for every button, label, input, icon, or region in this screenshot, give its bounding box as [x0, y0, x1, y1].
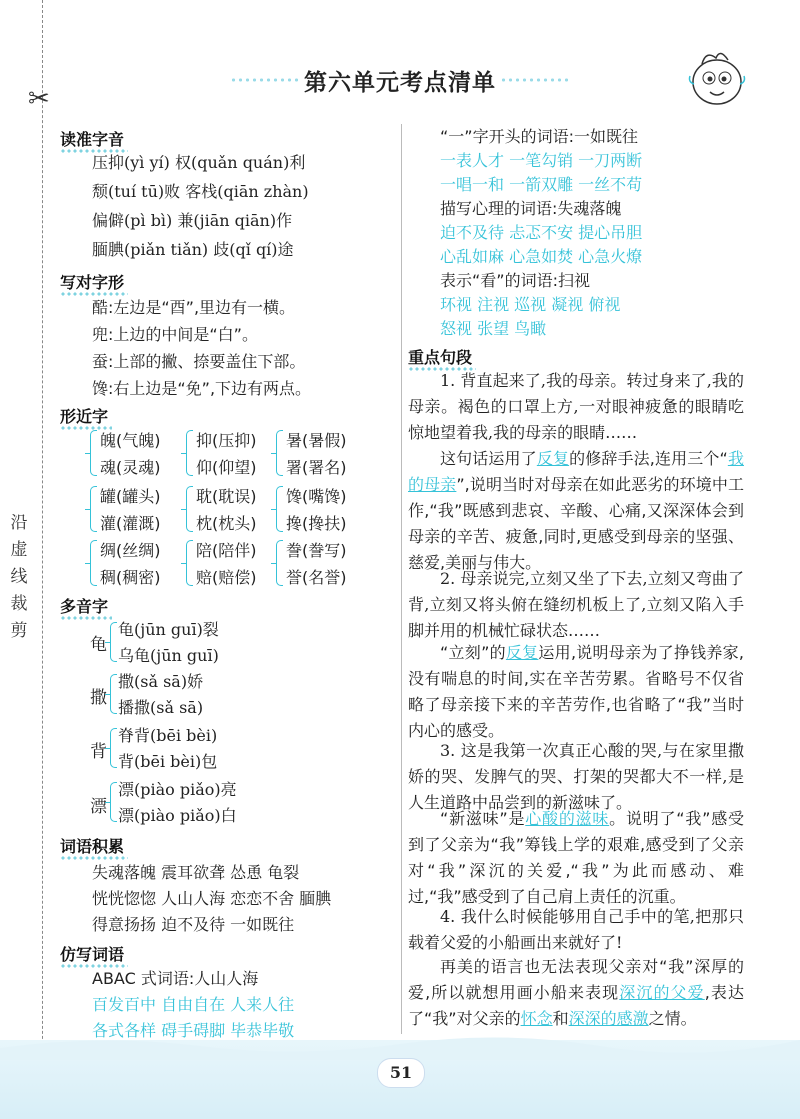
section-read: 读准字音	[60, 127, 124, 150]
imitate-answer: 各式各样 碍手碍脚 毕恭毕敬	[92, 1021, 295, 1040]
polyphone-item: 脊背(bēi bèi)	[118, 726, 218, 745]
write-line: 兜:上边的中间是“白”。	[92, 325, 258, 344]
polyphone-item: 漂(piào piǎo)白	[118, 806, 237, 825]
highlight: 心酸的滋味	[525, 809, 610, 828]
key-quote: 1. 背直起来了,我的母亲。转过身来了,我的母亲。褐色的口罩上方,一对眼神疲惫的眼睛吃惊地望着我,我的母亲的眼睛……	[408, 371, 744, 442]
vocab-answer: 怒视 张望 鸟瞰	[440, 319, 547, 338]
cut-line	[42, 0, 43, 1119]
key-analysis	[408, 954, 744, 1032]
analysis-text: 这句话运用了	[440, 449, 537, 468]
analysis-text: “立刻”的	[440, 643, 506, 662]
similar-word: 馋(嘴馋)	[286, 487, 347, 506]
imitate-answer: 百发百中 自由自在 人来人往	[92, 995, 295, 1014]
highlight: 深沉的父爱	[619, 983, 705, 1002]
section-polyphone: 多音字	[60, 594, 108, 617]
brace	[110, 674, 117, 714]
key-analysis	[408, 446, 744, 576]
vocab-answer: 一唱一和 一箭双雕 一丝不苟	[440, 175, 643, 194]
analysis-text: 。说明了“我”感受到了父亲为“我”筹钱上学的艰难,感受到了父亲对“我”深沉的关爱,“我”为此而感动、难过,“我”感受到了自己肩上责任的沉重。	[408, 809, 744, 906]
highlight: 反复	[536, 449, 570, 468]
key-quote: 2. 母亲说完,立刻又坐了下去,立刻又弯曲了背,立刻又将头俯在缝纫机板上了,立刻又陷入手脚并用的机械忙碌状态……	[408, 569, 744, 640]
similar-word: 誊(誊写)	[286, 541, 347, 560]
key-quote: 4. 我什么时候能够用自己手中的笔,把那只载着父爱的小船画出来就好了!	[408, 907, 744, 952]
similar-word: 暑(暑假)	[286, 431, 347, 450]
section-write: 写对字形	[60, 270, 124, 293]
highlight: 怀念	[520, 1009, 553, 1028]
scissors-icon: ✂	[28, 84, 50, 114]
read-line: 颓(tuí tū)败 客栈(qiān zhàn)	[92, 182, 309, 201]
column-divider	[401, 124, 402, 1034]
vocab-label-yi: “一”字开头的词语:一如既往	[440, 127, 638, 146]
similar-word: 魂(灵魂)	[100, 458, 161, 477]
brace	[186, 430, 193, 476]
brace	[276, 430, 283, 476]
page-title: 第六单元考点清单	[304, 69, 496, 96]
vocab-answer: 心乱如麻 心急如焚 心急火燎	[440, 247, 643, 266]
polyphone-item: 背(bēi bèi)包	[118, 752, 218, 771]
vocab-line: 得意扬扬 迫不及待 一如既往	[92, 915, 295, 934]
similar-word: 绸(丝绸)	[100, 541, 161, 560]
analysis-text: ”,说明当时对母亲在如此恶劣的环境中工作,“我”既感到悲哀、辛酸、心痛,又深深体会到母亲的辛苦、疲惫,同时,更感受到母亲的坚强、慈爱,美丽与伟大。	[408, 475, 744, 572]
analysis-text: 的修辞手法,连用三个“	[569, 449, 728, 468]
highlight: 我的母亲	[408, 449, 744, 494]
write-line: 酷:左边是“酉”,里边有一横。	[92, 298, 296, 317]
polyphone-item: 龟(jūn guī)裂	[118, 620, 219, 639]
similar-word: 陪(陪伴)	[196, 541, 257, 560]
cut-instruction: 沿虚线裁剪	[10, 513, 28, 641]
similar-word: 仰(仰望)	[196, 458, 257, 477]
similar-word: 抑(压抑)	[196, 431, 257, 450]
vocab-label-look: 表示“看”的词语:扫视	[440, 271, 590, 290]
vocab-label-mind: 描写心理的词语:失魂落魄	[440, 199, 622, 218]
analysis-text: 运用,说明母亲为了挣钱养家,没有喘息的时间,实在辛苦劳累。省略号不仅省略了母亲接下来的辛苦劳作,也省略了“我”当时内心的感受。	[408, 643, 744, 740]
similar-word: 罐(罐头)	[100, 487, 161, 506]
brace	[90, 430, 97, 476]
analysis-text: ,表达了“我”对父亲的	[408, 983, 744, 1028]
brace	[186, 486, 193, 532]
similar-word: 枕(枕头)	[196, 514, 257, 533]
mascot-icon	[682, 42, 752, 112]
brace	[90, 486, 97, 532]
brace	[110, 782, 117, 822]
vocab-answer: 环视 注视 巡视 凝视 俯视	[440, 295, 621, 314]
brace	[276, 486, 283, 532]
polyphone-char: 背	[90, 742, 107, 762]
highlight: 反复	[505, 643, 539, 662]
analysis-text: “新滋味”是	[440, 809, 526, 828]
polyphone-char: 撒	[90, 688, 107, 708]
polyphone-item: 漂(piào piǎo)亮	[118, 780, 237, 799]
read-line: 偏僻(pì bì) 兼(jiān qiān)作	[92, 211, 293, 230]
analysis-text: 再美的语言也无法表现父亲对“我”深厚的爱,所以就想用画小船来表现	[408, 957, 744, 1002]
section-similar: 形近字	[60, 404, 108, 427]
polyphone-item: 播撒(sǎ sā)	[118, 698, 204, 717]
key-quote: 3. 这是我第一次真正心酸的哭,与在家里撒娇的哭、发脾气的哭、打架的哭都大不一样,是人生道路中品尝到的新滋味了。	[408, 741, 744, 812]
similar-word: 耽(耽误)	[196, 487, 257, 506]
write-line: 馋:右上边是“免”,下边有两点。	[92, 379, 312, 398]
vocab-answer: 迫不及待 忐忑不安 提心吊胆	[440, 223, 643, 242]
vocab-line: 失魂落魄 震耳欲聋 怂恿 龟裂	[92, 863, 300, 882]
similar-word: 灌(灌溉)	[100, 514, 161, 533]
imitate-label: ABAC 式词语:人山人海	[92, 969, 259, 988]
section-vocab: 词语积累	[60, 834, 124, 857]
title-area	[230, 64, 570, 94]
page-number: 51	[377, 1058, 425, 1088]
similar-word: 稠(稠密)	[100, 568, 161, 587]
similar-word: 魄(气魄)	[100, 431, 161, 450]
polyphone-char: 漂	[90, 797, 107, 817]
polyphone-item: 撒(sǎ sā)娇	[118, 672, 204, 691]
read-line: 压抑(yì yí) 权(quǎn quán)利	[92, 153, 306, 172]
brace	[110, 728, 117, 768]
similar-word: 署(署名)	[286, 458, 347, 477]
highlight: 深深的感激	[568, 1009, 649, 1028]
vocab-answer: 一表人才 一笔勾销 一刀两断	[440, 151, 643, 170]
section-imitate: 仿写词语	[60, 942, 124, 965]
brace	[276, 540, 283, 586]
brace	[186, 540, 193, 586]
read-line: 腼腆(piǎn tiǎn) 歧(qǐ qí)途	[92, 240, 294, 259]
key-analysis	[408, 640, 744, 744]
vocab-line: 恍恍惚惚 人山人海 恋恋不舍 腼腆	[92, 889, 332, 908]
similar-word: 誉(名誉)	[286, 568, 347, 587]
similar-word: 搀(搀扶)	[286, 514, 347, 533]
footer-wave	[0, 1030, 800, 1060]
write-line: 蚕:上部的撇、捺要盖住下部。	[92, 352, 306, 371]
brace	[110, 622, 117, 662]
polyphone-item: 乌龟(jūn guī)	[118, 646, 219, 665]
analysis-text: 之情。	[648, 1009, 697, 1028]
similar-word: 赔(赔偿)	[196, 568, 257, 587]
brace	[90, 540, 97, 586]
polyphone-char: 龟	[90, 635, 107, 655]
analysis-text: 和	[552, 1009, 569, 1028]
key-analysis	[408, 806, 744, 910]
section-key: 重点句段	[408, 345, 472, 368]
